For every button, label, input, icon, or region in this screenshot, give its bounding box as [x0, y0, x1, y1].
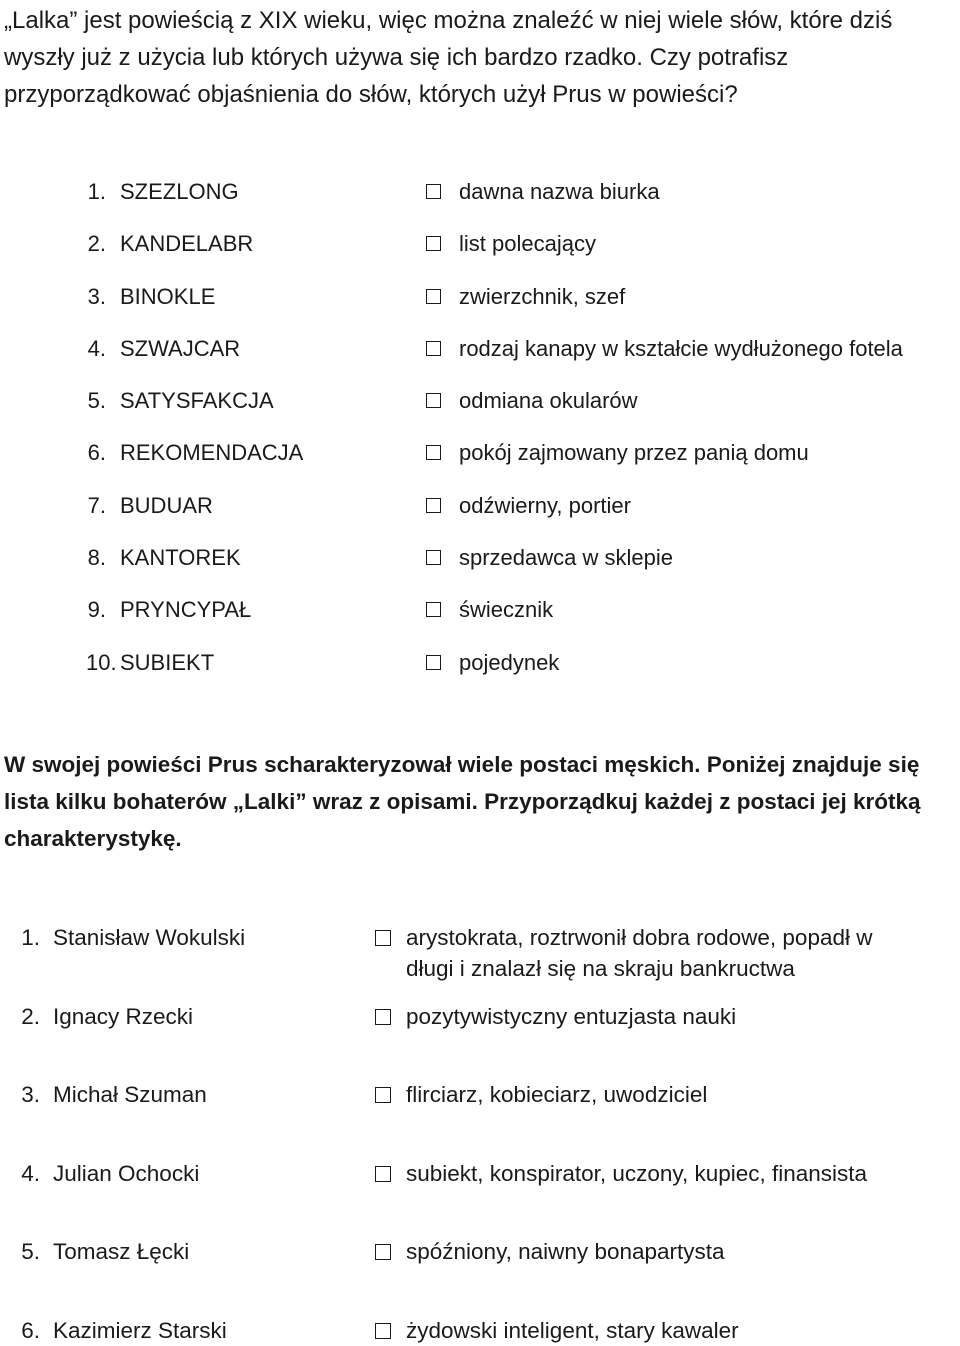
archaic-word: BINOKLE — [120, 284, 216, 309]
definition: zwierzchnik, szef — [459, 284, 626, 309]
checkbox[interactable] — [375, 1323, 391, 1339]
checkbox[interactable] — [426, 602, 441, 617]
checkbox[interactable] — [426, 655, 441, 670]
intro-paragraph: „Lalka” jest powieścią z XIX wieku, więc można znaleźć w niej wiele słów, które dziś wyszły już z użycia lub których używa się ich bardzo rzadko. Czy potrafisz przyporządkować objaśnienia do słów, których użył Prus w powieści? — [4, 7, 893, 108]
vocabulary-row — [0, 334, 960, 364]
definition: sprzedawca w sklepie — [459, 545, 673, 570]
character-name: Kazimierz Starski — [53, 1318, 227, 1343]
archaic-word: PRYNCYPAŁ — [120, 597, 252, 622]
item-number: 2. — [21, 1004, 40, 1029]
vocabulary-row — [0, 229, 960, 259]
character-name: Julian Ochocki — [53, 1161, 200, 1186]
character-name: Tomasz Łęcki — [53, 1239, 190, 1264]
definition: odźwierny, portier — [459, 493, 631, 518]
item-number: 4. — [87, 336, 106, 361]
checkbox[interactable] — [426, 341, 441, 356]
checkbox[interactable] — [426, 289, 441, 304]
archaic-word: KANDELABR — [120, 231, 254, 256]
archaic-word: SZWAJCAR — [120, 336, 241, 361]
checkbox[interactable] — [426, 236, 441, 251]
vocabulary-row — [0, 282, 960, 312]
item-number: 8. — [87, 545, 106, 570]
item-number: 9. — [87, 597, 106, 622]
checkbox[interactable] — [375, 1244, 391, 1260]
definition: pojedynek — [459, 650, 560, 675]
definition: dawna nazwa biurka — [459, 179, 660, 204]
item-number: 7. — [87, 493, 106, 518]
checkbox[interactable] — [375, 1087, 391, 1103]
item-number: 2. — [87, 231, 106, 256]
character-description: pozytywistyczny entuzjasta nauki — [406, 1004, 737, 1029]
checkbox[interactable] — [426, 184, 441, 199]
checkbox[interactable] — [426, 393, 441, 408]
vocabulary-row — [0, 491, 960, 521]
checkbox[interactable] — [426, 445, 441, 460]
definition: list polecający — [459, 231, 596, 256]
vocabulary-row — [0, 177, 960, 207]
character-name: Michał Szuman — [53, 1082, 207, 1107]
character-name: Stanisław Wokulski — [53, 925, 246, 950]
character-description: żydowski inteligent, stary kawaler — [406, 1318, 739, 1343]
definition: odmiana okularów — [459, 388, 638, 413]
archaic-word: SUBIEKT — [120, 650, 215, 675]
archaic-word: SATYSFAKCJA — [120, 388, 274, 413]
vocabulary-row — [0, 438, 960, 468]
archaic-word: SZEZLONG — [120, 179, 239, 204]
item-number: 10. — [86, 650, 117, 675]
definition: rodzaj kanapy w kształcie wydłużonego fotela — [459, 336, 903, 361]
archaic-word: KANTOREK — [120, 545, 241, 570]
character-name: Ignacy Rzecki — [53, 1004, 194, 1029]
checkbox[interactable] — [426, 550, 441, 565]
item-number: 1. — [87, 179, 106, 204]
vocabulary-row — [0, 543, 960, 573]
item-number: 3. — [87, 284, 106, 309]
checkbox[interactable] — [375, 1009, 391, 1025]
item-number: 6. — [87, 440, 106, 465]
checkbox[interactable] — [375, 930, 391, 946]
item-number: 4. — [21, 1161, 40, 1186]
item-number: 5. — [21, 1239, 40, 1264]
vocabulary-row — [0, 595, 960, 625]
checkbox[interactable] — [426, 498, 441, 513]
character-description: subiekt, konspirator, uczony, kupiec, finansista — [406, 1161, 868, 1186]
item-number: 3. — [21, 1082, 40, 1107]
checkbox[interactable] — [375, 1166, 391, 1182]
vocabulary-row — [0, 386, 960, 416]
definition: świecznik — [459, 597, 554, 622]
vocabulary-row — [0, 648, 960, 678]
instruction-paragraph: W swojej powieści Prus scharakteryzował wiele postaci męskich. Poniżej znajduje się lista kilku bohaterów „Lalki” wraz z opisami. Przyporządkuj każdej z postaci jej krótką charakterystykę. — [4, 752, 921, 851]
item-number: 5. — [87, 388, 106, 413]
archaic-word: BUDUAR — [120, 493, 213, 518]
character-description: flirciarz, kobieciarz, uwodziciel — [406, 1082, 708, 1107]
item-number: 6. — [21, 1318, 40, 1343]
definition: pokój zajmowany przez panią domu — [459, 440, 809, 465]
archaic-word: REKOMENDACJA — [120, 440, 304, 465]
character-description: spóźniony, naiwny bonapartysta — [406, 1239, 725, 1264]
character-description: arystokrata, roztrwonił dobra rodowe, popadł w długi i znalazł się na skraju bankructwa — [406, 925, 873, 981]
item-number: 1. — [21, 925, 40, 950]
